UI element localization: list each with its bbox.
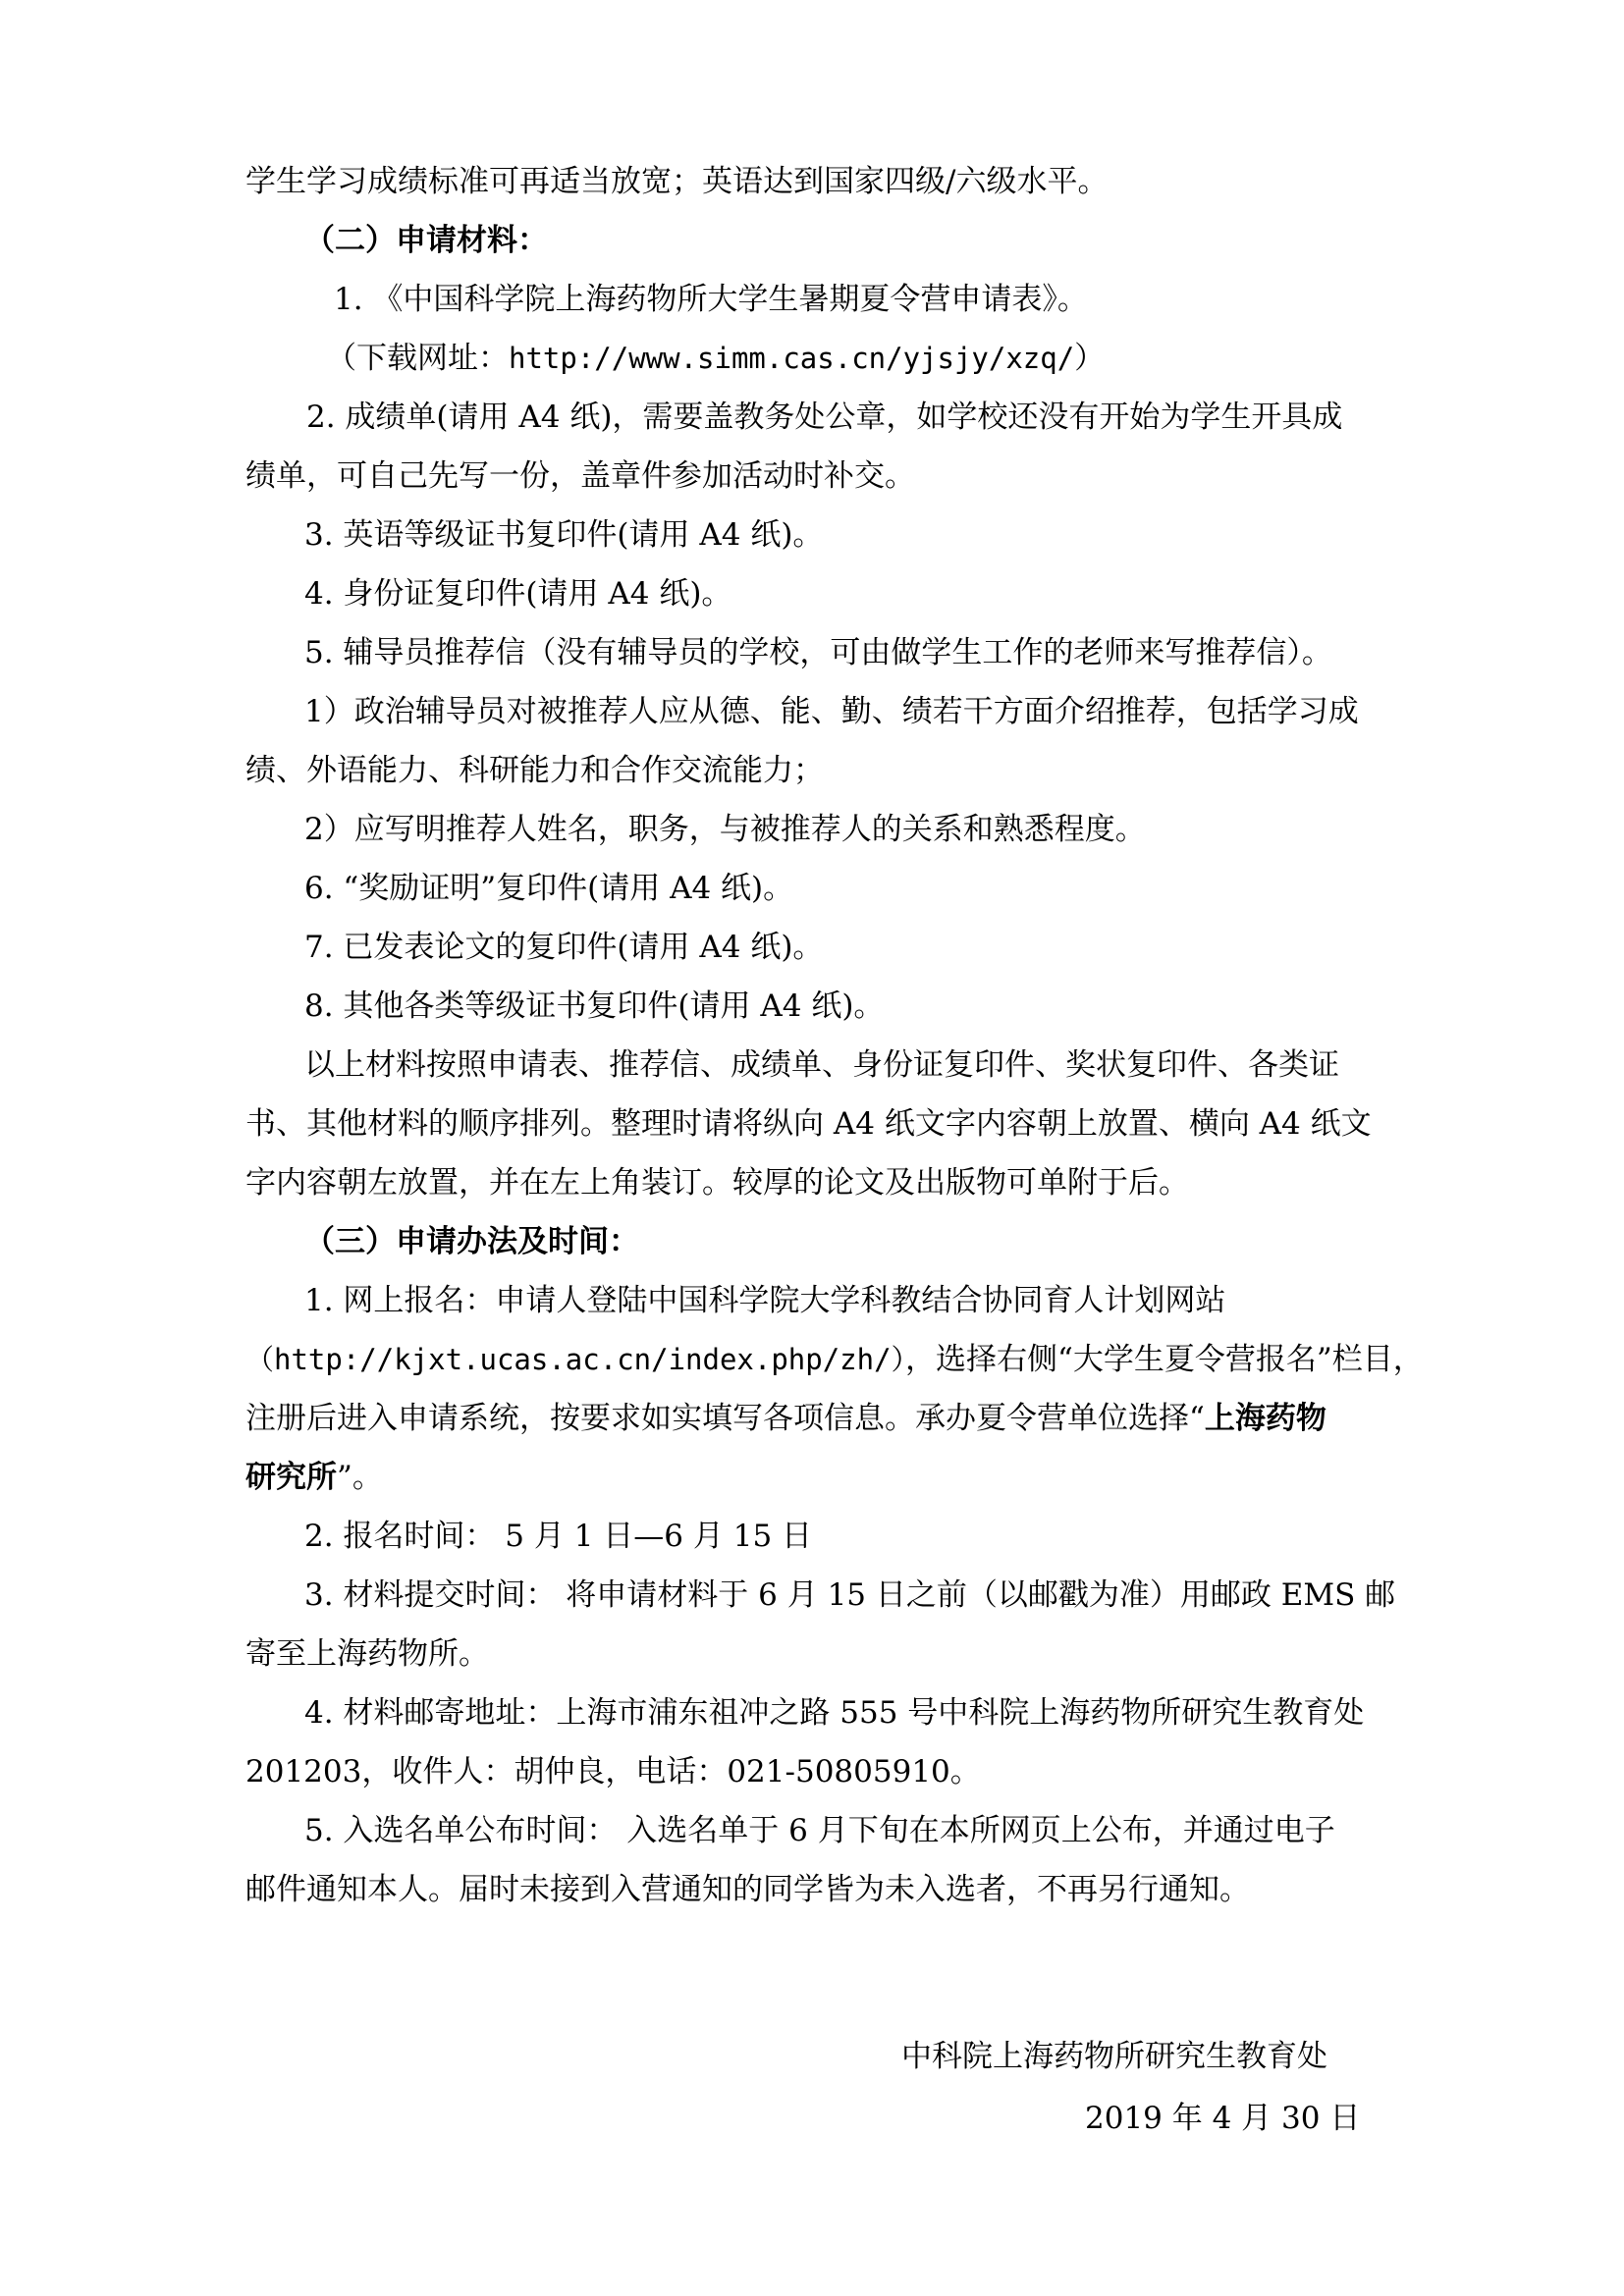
registration-link[interactable]: （http://kjxt.ucas.ac.cn/index.php/zh/）: [245, 1343, 906, 1376]
emphasis-text: 上海药物: [1204, 1401, 1326, 1436]
list-item-continuation: 201203，收件人：胡仲良，电话：021-50805910。: [245, 1754, 981, 1789]
signature-org: 中科院上海药物所研究生教育处: [901, 2039, 1327, 2074]
list-item-continuation: [245, 1330, 1429, 1389]
list-item-continuation: [245, 1389, 1429, 1448]
document-body: [245, 152, 1429, 1919]
list-item: 8. 其他各类等级证书复印件(请用 A4 纸)。: [304, 988, 885, 1024]
list-item: 2. 成绩单(请用 A4 纸)，需要盖教务处公章，如学校还没有开始为学生开具成: [306, 400, 1343, 435]
sub-list-item-continuation: 绩、外语能力、科研能力和合作交流能力；: [245, 753, 824, 788]
list-item: 5. 入选名单公布时间： 入选名单于 6 月下旬在本所网页上公布，并通过电子: [304, 1813, 1335, 1848]
text-line: 学生学习成绩标准可再适当放宽；英语达到国家四级/六级水平。: [245, 164, 1109, 199]
list-item: 1. 网上报名：申请人登陆中国科学院大学科教结合协同育人计划网站: [304, 1283, 1226, 1318]
list-item: 7. 已发表论文的复印件(请用 A4 纸)。: [304, 930, 824, 965]
url-prefix: （下载网址：: [326, 341, 509, 376]
list-item-url-line: [245, 329, 1429, 388]
text-line: 字内容朝左放置，并在左上角装订。较厚的论文及出版物可单附于后。: [245, 1165, 1189, 1201]
list-item-continuation: 邮件通知本人。届时未接到入营通知的同学皆为未入选者，不再另行通知。: [245, 1872, 1250, 1907]
list-item: 5. 辅导员推荐信（没有辅导员的学校，可由做学生工作的老师来写推荐信）。: [304, 635, 1332, 670]
download-link[interactable]: http://www.simm.cas.cn/yjsjy/xzq/: [509, 342, 1075, 375]
list-item: 3. 英语等级证书复印件(请用 A4 纸)。: [304, 517, 824, 553]
list-item: 4. 身份证复印件(请用 A4 纸)。: [304, 576, 732, 612]
list-item: 1. 《中国科学院上海药物所大学生暑期夏令营申请表》。: [334, 282, 1088, 317]
sub-list-item: 2）应写明推荐人姓名，职务，与被推荐人的关系和熟悉程度。: [304, 812, 1146, 847]
section-heading-procedure: （三）申请办法及时间：: [304, 1224, 639, 1259]
emphasis-text: 研究所: [245, 1460, 337, 1495]
list-item: 3. 材料提交时间： 将申请材料于 6 月 15 日之前（以邮戳为准）用邮政 EMS 邮: [304, 1577, 1396, 1613]
section-heading-materials: （二）申请材料：: [304, 223, 548, 258]
text-line: 以上材料按照申请表、推荐信、成绩单、身份证复印件、奖状复印件、各类证: [304, 1047, 1339, 1083]
url-suffix: ）: [1074, 341, 1106, 376]
list-item-continuation: 寄至上海药物所。: [245, 1636, 489, 1672]
text-line: 书、其他材料的顺序排列。整理时请将纵向 A4 纸文字内容朝上放置、横向 A4 纸文: [245, 1106, 1372, 1142]
signature-date: 2019 年 4 月 30 日: [1085, 2101, 1361, 2136]
list-item-continuation: 绩单，可自己先写一份，盖章件参加活动时补交。: [245, 458, 915, 494]
sub-list-item: 1）政治辅导员对被推荐人应从德、能、勤、绩若干方面介绍推荐，包括学习成: [304, 694, 1359, 729]
text-span: ”。: [337, 1460, 383, 1495]
list-item: 6. “奖励证明”复印件(请用 A4 纸)。: [304, 871, 794, 906]
list-item-continuation: [245, 1448, 1429, 1507]
list-item: 2. 报名时间： 5 月 1 日—6 月 15 日: [304, 1519, 813, 1554]
list-item: 4. 材料邮寄地址：上海市浦东祖冲之路 555 号中科院上海药物所研究生教育处: [304, 1695, 1365, 1731]
text-span: ，选择右侧“大学生夏令营报名”栏目，: [905, 1342, 1424, 1377]
text-span: 注册后进入申请系统，按要求如实填写各项信息。承办夏令营单位选择“: [245, 1401, 1205, 1436]
